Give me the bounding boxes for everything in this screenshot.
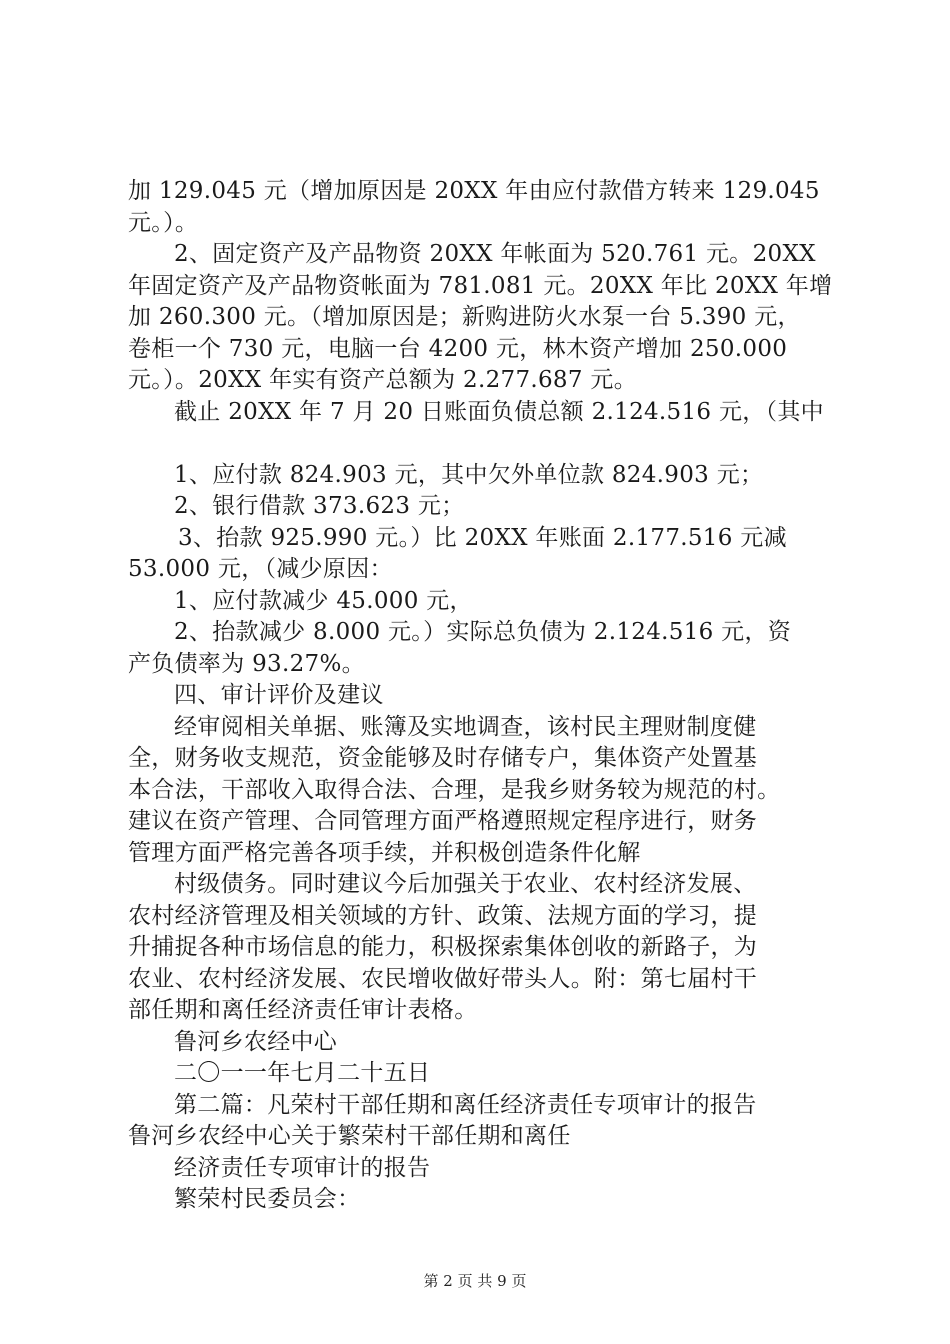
text-line: 卷柜一个 730 元，电脑一台 4200 元，林木资产增加 250.000: [128, 335, 788, 362]
signature-date: 二〇一一年七月二十五日: [174, 1060, 431, 1086]
text-line: 管理方面严格完善各项手续，并积极创造条件化解: [128, 839, 641, 866]
text-line: 产负债率为 93.27%。: [128, 650, 365, 677]
report-title-line: 鲁河乡农经中心关于繁荣村干部任期和离任: [128, 1123, 571, 1149]
text-line: 53.000 元，（减少原因：: [128, 556, 393, 582]
text-line: 农业、农村经济发展、农民增收做好带头人。附：第七届村干: [128, 965, 758, 992]
salutation: 繁荣村民委员会：: [174, 1186, 361, 1212]
text-line: 年固定资产及产品物资帐面为 781.081 元。20XX 年比 20XX 年增: [128, 272, 833, 299]
text-line: 1、应付款减少 45.000 元，: [174, 587, 473, 614]
report-title-line: 经济责任专项审计的报告: [174, 1154, 431, 1181]
text-line: 建议在资产管理、合同管理方面严格遵照规定程序进行，财务: [128, 808, 758, 834]
text-line: 升捕捉各种市场信息的能力，积极探索集体创收的新路子，为: [128, 934, 758, 960]
text-line: 农村经济管理及相关领域的方针、政策、法规方面的学习，提: [128, 902, 758, 929]
document-body: [128, 176, 848, 1216]
section-heading: 四、审计评价及建议: [174, 682, 384, 708]
text-line: 本合法，干部收入取得合法、合理，是我乡财务较为规范的村。: [128, 776, 781, 803]
text-line: 3、抬款 925.990 元。）比 20XX 年账面 2.177.516 元减: [178, 524, 787, 551]
part-two-title: 第二篇：凡荣村干部任期和离任经济责任专项审计的报告: [174, 1091, 757, 1118]
text-line: 元。）。: [128, 209, 199, 236]
text-line: 加 260.300 元。（增加原因是；新购进防火水泵一台 5.390 元，: [128, 304, 801, 330]
text-line: 2、固定资产及产品物资 20XX 年帐面为 520.761 元。20XX: [174, 241, 816, 267]
text-line: 加 129.045 元（增加原因是 20XX 年由应付款借方转来 129.045: [128, 178, 820, 204]
text-line: 经审阅相关单据、账簿及实地调查，该村民主理财制度健: [174, 713, 757, 740]
text-line: 2、抬款减少 8.000 元。）实际总负债为 2.124.516 元，资: [174, 619, 792, 645]
page-number-footer: 第 2 页 共 9 页: [423, 1272, 527, 1290]
signature-organization: 鲁河乡农经中心: [174, 1028, 338, 1055]
text-line: 1、应付款 824.903 元，其中欠外单位款 824.903 元；: [174, 461, 764, 488]
text-line: 截止 20XX 年 7 月 20 日账面负债总额 2.124.516 元，（其中: [174, 398, 824, 425]
text-line: 部任期和离任经济责任审计表格。: [128, 997, 478, 1023]
text-line: 元。）。20XX 年实有资产总额为 2.277.687 元。: [128, 367, 638, 393]
text-line: 全，财务收支规范，资金能够及时存储专户，集体资产处置基: [128, 745, 758, 771]
blank-line: [128, 428, 848, 460]
text-line: 2、银行借款 373.623 元；: [174, 493, 465, 519]
text-line: 村级债务。同时建议今后加强关于农业、农村经济发展、: [174, 871, 757, 897]
